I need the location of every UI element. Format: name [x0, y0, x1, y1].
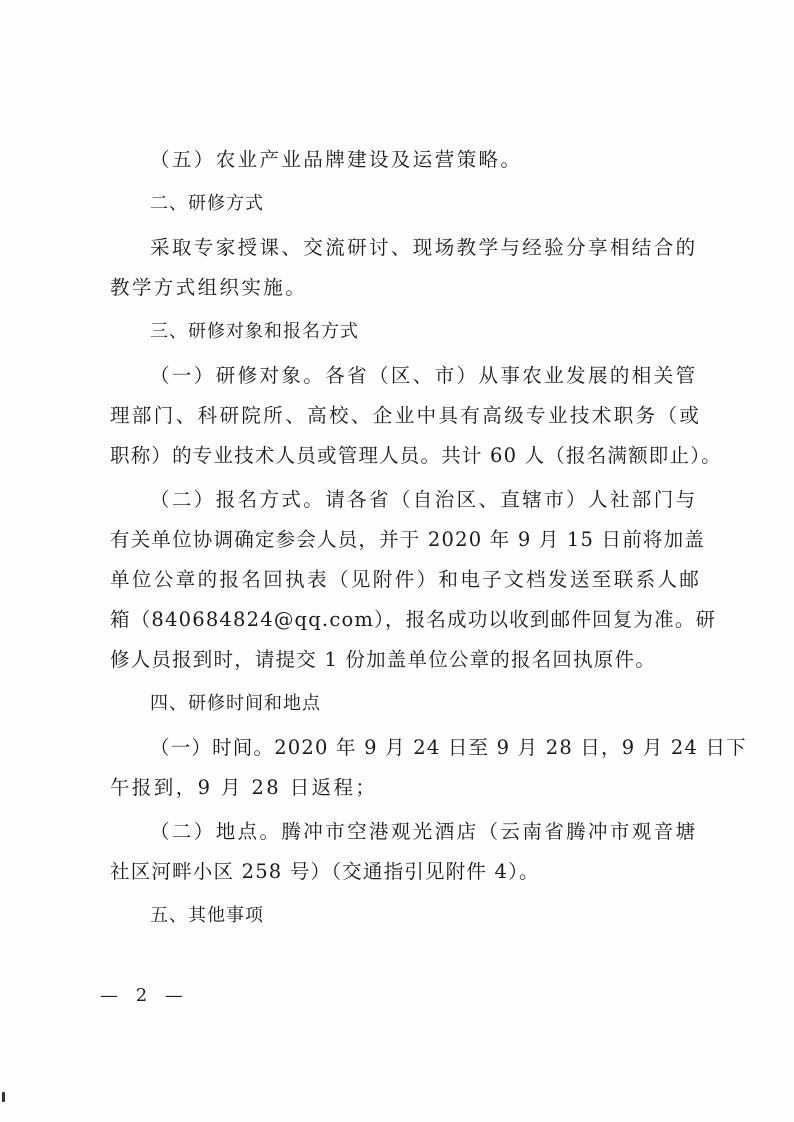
- paragraph-time-line-1: （一）时间。2020 年 9 月 24 日至 9 月 28 日，9 月 24 日下: [150, 736, 747, 759]
- paragraph-branding-strategy: （五）农业产业品牌建设及运营策略。: [150, 148, 523, 171]
- paragraph-time-line-2: 午报到，9 月 28 日返程；: [110, 776, 378, 799]
- section-heading-training-method: 二、研修方式: [150, 193, 264, 214]
- section-heading-time-and-place: 四、研修时间和地点: [150, 693, 321, 714]
- paragraph-registration-line-5: 修人员报到时，请提交 1 份加盖单位公章的报名回执原件。: [110, 648, 656, 671]
- document-body: [110, 140, 747, 936]
- paragraph-method-line-1: 采取专家授课、交流研讨、现场教学与经验分享相结合的: [150, 236, 698, 259]
- paragraph-registration-line-3: 单位公章的报名回执表（见附件）和电子文档发送至联系人邮: [110, 568, 702, 591]
- paragraph-place-line-1: （二）地点。腾冲市空港观光酒店（云南省腾冲市观音塘: [150, 820, 698, 843]
- paragraph-registration-line-4: 箱（840684824@qq.com），报名成功以收到邮件回复为准。研: [110, 608, 717, 631]
- section-heading-other-matters: 五、其他事项: [150, 905, 264, 926]
- paragraph-target-line-2: 理部门、科研院所、高校、企业中具有高级专业技术职务（或: [110, 404, 702, 427]
- paragraph-registration-line-1: （二）报名方式。请各省（自治区、直辖市）人社部门与: [150, 488, 698, 511]
- paragraph-method-line-2: 教学方式组织实施。: [110, 276, 308, 299]
- page-number: — 2 —: [100, 985, 189, 1006]
- scan-artifact-mark: [2, 1092, 5, 1102]
- paragraph-target-line-3: 职称）的专业技术人员或管理人员。共计 60 人（报名满额即止）。: [110, 444, 722, 467]
- section-heading-target-and-registration: 三、研修对象和报名方式: [150, 321, 359, 342]
- paragraph-registration-line-2: 有关单位协调确定参会人员，并于 2020 年 9 月 15 日前将加盖: [110, 528, 706, 551]
- paragraph-place-line-2: 社区河畔小区 258 号）（交通指引见附件 4）。: [110, 860, 540, 883]
- paragraph-target-line-1: （一）研修对象。各省（区、市）从事农业发展的相关管: [150, 364, 698, 387]
